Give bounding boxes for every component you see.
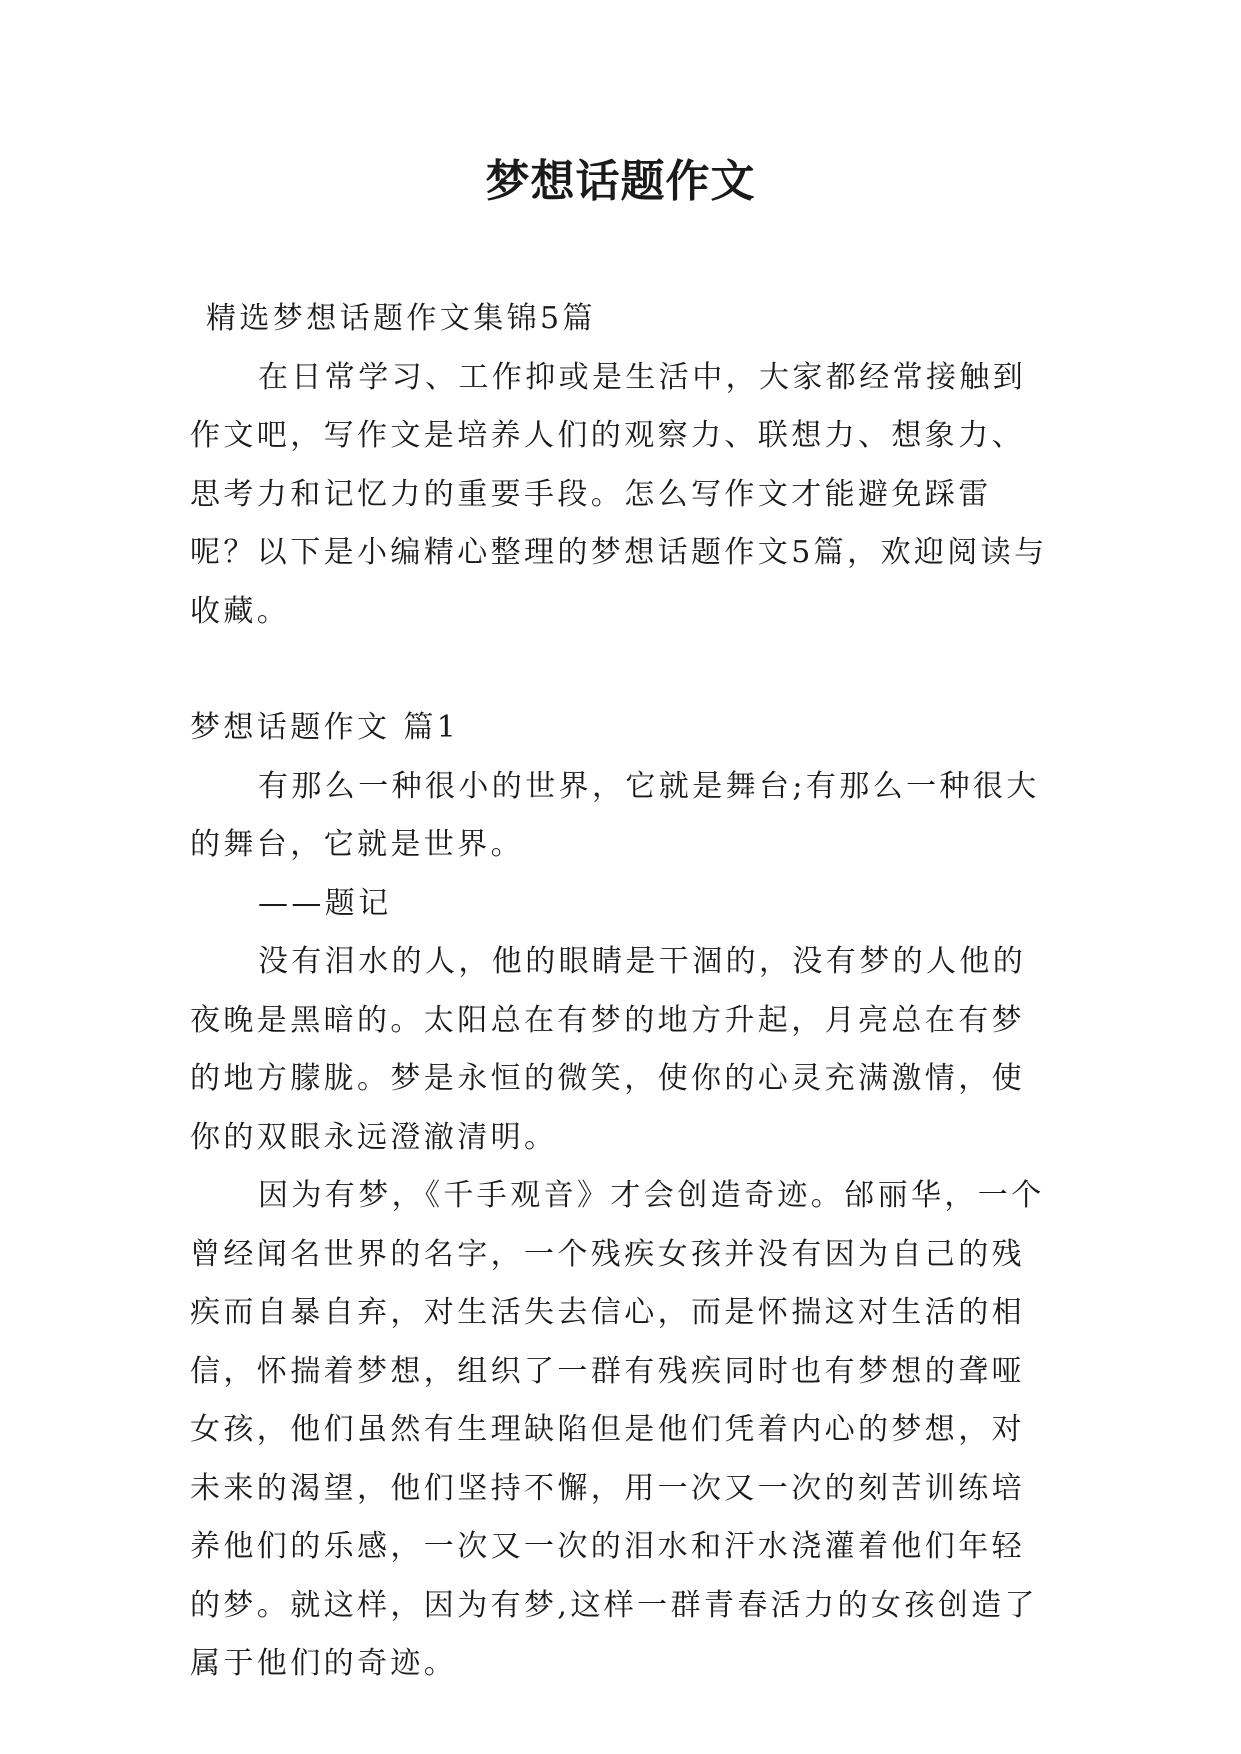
document-subtitle: 精选梦想话题作文集锦5篇	[206, 301, 596, 336]
intro-paragraph: 在日常学习、工作抑或是生活中，大家都经常接触到作文吧，写作文是培养人们的观察力、联想力、想象力、思考力和记忆力的重要手段。怎么写作文才能避免踩雷呢？以下是小编精心整理的梦想话题作文5篇，欢迎阅读与收藏。	[190, 359, 1048, 629]
epigraph-attribution: ——题记	[258, 885, 392, 921]
document-title: 梦想话题作文	[485, 156, 756, 207]
body-paragraph: 有那么一种很小的世界，它就是舞台;有那么一种很大的舞台，它就是世界。	[190, 768, 1040, 862]
body-paragraph: 没有泪水的人，他的眼睛是干涸的，没有梦的人他的夜晚是黑暗的。太阳总在有梦的地方升起，月亮总在有梦的地方朦胧。梦是永恒的微笑，使你的心灵充满激情，使你的双眼永远澄澈清明。	[190, 944, 1027, 1155]
body-paragraph: 因为有梦，《千手观音》才会创造奇迹。邰丽华，一个曾经闻名世界的名字，一个残疾女孩并没有因为自己的残疾而自暴自弃，对生活失去信心，而是怀揣这对生活的相信，怀揣着梦想，组织了一群有残疾同时也有梦想的聋哑女孩，他们虽然有生理缺陷但是他们凭着内心的梦想，对未来的渴望，他们坚持不懈，用一次又一次的刻苦训练培养他们的乐感，一次又一次的泪水和汗水浇灌着他们年轻的梦。就这样，因为有梦,这样一群青春活力的女孩创造了属于他们的奇迹。	[190, 1178, 1045, 1681]
section-heading: 梦想话题作文 篇1	[190, 710, 460, 745]
document-body	[190, 290, 1052, 1694]
